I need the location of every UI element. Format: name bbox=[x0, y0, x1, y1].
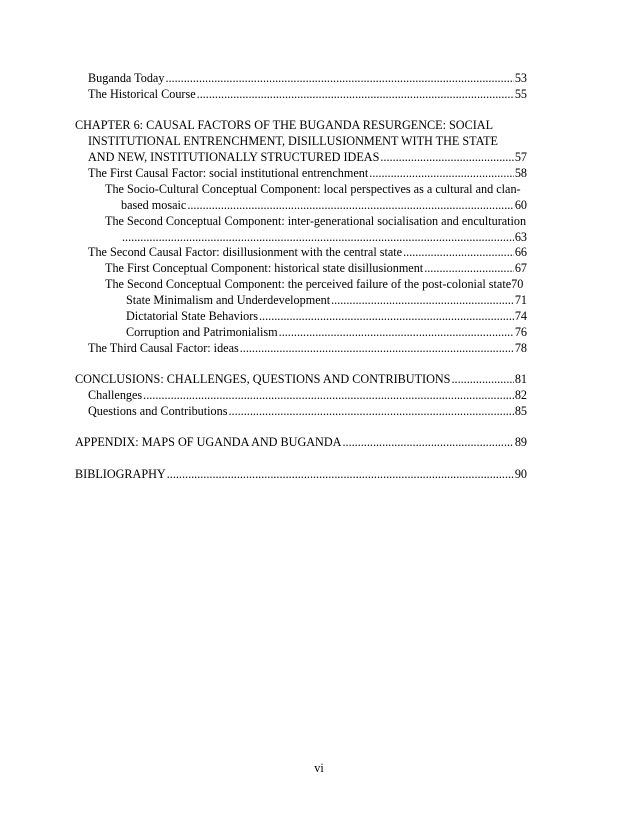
toc-sociocultural-line1[interactable]: The Socio-Cultural Conceptual Component: local perspectives as a cultural and clan- bbox=[105, 181, 521, 196]
toc-leader-dots bbox=[167, 467, 514, 483]
toc-leader-dots bbox=[424, 261, 514, 277]
toc-entry-label: BIBLIOGRAPHY bbox=[75, 466, 166, 481]
toc-leader-dots bbox=[228, 404, 513, 420]
toc-entry-label: State Minimalism and Underdevelopment bbox=[126, 293, 331, 308]
toc-entry-label: Dictatorial State Behaviors bbox=[126, 308, 258, 323]
toc-leader-dots bbox=[259, 309, 514, 325]
toc-entry-second-conceptual[interactable] bbox=[75, 230, 527, 246]
toc-entry-questions[interactable] bbox=[75, 404, 527, 420]
toc-entry-appendix[interactable] bbox=[75, 435, 527, 451]
toc-entry-dictatorial[interactable] bbox=[75, 309, 527, 325]
toc-entry-conclusions[interactable] bbox=[75, 372, 527, 388]
toc-entry-bibliography[interactable] bbox=[75, 467, 527, 483]
toc-entry-page: 90 bbox=[514, 466, 527, 481]
toc-leader-dots bbox=[369, 166, 514, 182]
toc-entry-first-conceptual[interactable] bbox=[75, 261, 527, 277]
toc-entry-label: APPENDIX: MAPS OF UGANDA AND BUGANDA bbox=[75, 435, 342, 450]
toc-leader-dots bbox=[279, 325, 514, 341]
toc-second-conceptual-line1[interactable]: The Second Conceptual Component: inter-generational socialisation and enculturation bbox=[105, 213, 527, 228]
toc-entry-page: 89 bbox=[514, 435, 527, 450]
toc-entry-label: The Historical Course bbox=[88, 86, 196, 101]
toc-leader-dots bbox=[143, 388, 514, 404]
toc-entry-page: 58 bbox=[514, 165, 527, 180]
toc-entry-page: 55 bbox=[514, 86, 527, 101]
toc-entry-page: 60 bbox=[514, 197, 527, 212]
toc-leader-dots bbox=[403, 245, 514, 261]
toc-entry-third-causal-factor[interactable] bbox=[75, 341, 527, 357]
toc-leader-dots bbox=[197, 87, 514, 103]
toc-leader-dots bbox=[451, 372, 513, 388]
toc-entry-page: 67 bbox=[514, 261, 527, 276]
toc-entry-label: Questions and Contributions bbox=[88, 403, 228, 418]
toc-entry-page: 70 bbox=[511, 277, 524, 292]
toc-leader-dots bbox=[122, 230, 514, 246]
toc-entry-label: Challenges bbox=[88, 388, 143, 403]
toc-entry-page: 74 bbox=[514, 308, 527, 323]
table-of-contents bbox=[75, 71, 527, 483]
toc-entry-first-causal-factor[interactable] bbox=[75, 166, 527, 182]
toc-leader-dots bbox=[342, 435, 513, 451]
toc-entry-label: The Second Causal Factor: disillusionment with the central state bbox=[88, 245, 403, 260]
toc-entry-corruption[interactable] bbox=[75, 325, 527, 341]
toc-entry-page: 71 bbox=[514, 293, 527, 308]
toc-entry-challenges[interactable] bbox=[75, 388, 527, 404]
toc-leader-dots bbox=[380, 150, 513, 166]
toc-entry-page: 66 bbox=[514, 245, 527, 260]
toc-entry-page: 76 bbox=[514, 324, 527, 339]
toc-entry-historical-course[interactable] bbox=[75, 87, 527, 103]
page-number: vi bbox=[314, 761, 324, 775]
toc-entry-chapter6[interactable] bbox=[75, 150, 527, 166]
toc-entry-page: 81 bbox=[514, 372, 527, 387]
toc-entry-page: 85 bbox=[514, 403, 527, 418]
toc-entry-buganda-today[interactable] bbox=[75, 71, 527, 87]
toc-entry-second-causal-factor[interactable] bbox=[75, 245, 527, 261]
toc-entry-label: The First Causal Factor: social institutional entrenchment bbox=[88, 165, 369, 180]
toc-entry-page: 78 bbox=[514, 340, 527, 355]
toc-entry-label: Buganda Today bbox=[88, 71, 165, 85]
toc-entry-label: Corruption and Patrimonialism bbox=[126, 324, 278, 339]
toc-chapter6-line1[interactable]: CHAPTER 6: CAUSAL FACTORS OF THE BUGANDA RESURGENCE: SOCIAL bbox=[75, 118, 494, 133]
toc-entry-page: 63 bbox=[514, 229, 527, 244]
toc-chapter6-line2: INSTITUTIONAL ENTRENCHMENT, DISILLUSIONMENT WITH THE STATE bbox=[88, 134, 498, 149]
toc-entry-label: based mosaic bbox=[121, 197, 187, 212]
toc-entry-label: CONCLUSIONS: CHALLENGES, QUESTIONS AND CONTRIBUTIONS bbox=[75, 372, 451, 387]
toc-leader-dots bbox=[165, 71, 513, 87]
toc-entry-state-minimalism[interactable] bbox=[75, 293, 527, 309]
toc-entry-page: 53 bbox=[514, 71, 527, 85]
toc-entry-page: 82 bbox=[514, 388, 527, 403]
toc-entry-label: The First Conceptual Component: historical state disillusionment bbox=[105, 261, 424, 276]
toc-entry-page: 57 bbox=[514, 150, 527, 165]
toc-entry-label: The Third Causal Factor: ideas bbox=[88, 340, 239, 355]
toc-leader-dots bbox=[240, 341, 514, 357]
toc-entry-sociocultural[interactable] bbox=[75, 198, 527, 214]
toc-leader-dots bbox=[331, 293, 514, 309]
toc-entry-label: The Second Conceptual Component: the perceived failure of the post-colonial state bbox=[105, 277, 512, 292]
toc-entry-label: AND NEW, INSTITUTIONALLY STRUCTURED IDEAS bbox=[88, 150, 380, 165]
toc-leader-dots bbox=[187, 198, 513, 214]
toc-entry-second-conceptual-b[interactable] bbox=[75, 277, 527, 293]
